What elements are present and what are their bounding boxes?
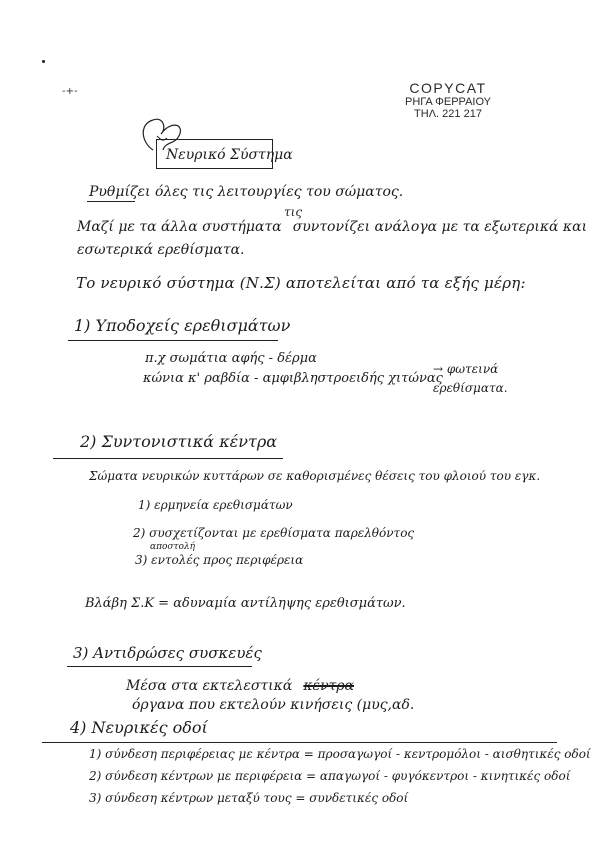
section-4-underline [42, 742, 557, 743]
stamp-phone: ΤΗΛ. 221 217 [414, 108, 482, 120]
intro-underline [87, 201, 135, 202]
section-1-line-2: κώνια κ' ραβδία - αμφιβληστροειδής χιτώνας [143, 371, 443, 386]
intro-line-3: εσωτερικά ερεθίσματα. [77, 242, 245, 258]
section-4-item: 3) σύνδεση κέντρων μεταξύ τους = συνδετικές οδοί [89, 791, 409, 805]
section-2-heading: 2) Συντονιστικά κέντρα [80, 432, 278, 451]
section-3-underline [67, 666, 252, 667]
intro-line-2-insert: τις [284, 205, 303, 219]
section-1-arrow-note: → φωτεινά ερεθίσματα. [433, 362, 508, 395]
page-mark-dot [42, 60, 45, 63]
section-1-underline [68, 340, 278, 341]
intro-line-2-start: Μαζί με τα άλλα συστήματα [77, 219, 282, 235]
section-4-heading: 4) Νευρικές οδοί [70, 718, 208, 737]
section-2-item: 3) εντολές προς περιφέρεια [135, 553, 304, 567]
section-3-heading: 3) Αντιδρώσες συσκευές [73, 644, 262, 662]
copyshop-stamp [378, 80, 518, 120]
section-3-line-end: όργανα που εκτελούν κινήσεις (μυς,αδ. [132, 697, 415, 713]
section-2-item: 2) συσχετίζονται με ερεθίσματα παρελθόντος [133, 526, 415, 540]
composition-line: Το νευρικό σύστημα (Ν.Σ) αποτελείται από τα εξής μέρη: [76, 274, 526, 292]
page-title: Νευρικό Σύστημα [166, 147, 293, 163]
section-3-line-start: Μέσα στα εκτελεστικά [126, 678, 293, 694]
section-1-line-1: π.χ σωμάτια αφής - δέρμα [145, 351, 317, 366]
page-mark-dash: -+- [62, 86, 78, 97]
section-2-description: Σώματα νευρικών κυττάρων σε καθορισμένες θέσεις του φλοιού του εγκ. [89, 469, 541, 483]
section-4-item: 1) σύνδεση περιφέρειας με κέντρα = προσαγωγοί - κεντρομόλοι - αισθητικές οδοί [89, 747, 591, 761]
section-2-damage-note: Βλάβη Σ.Κ = αδυναμία αντίληψης ερεθισμάτων. [85, 596, 406, 611]
intro-line-1: Ρυθμίζει όλες τις λειτουργίες του σώματος. [89, 184, 404, 200]
intro-line-2-end: συντονίζει ανάλογα με τα εξωτερικά και [292, 219, 588, 235]
section-2-item-3-insert: αποστολή [150, 542, 196, 552]
stamp-street: ΡΗΓΑ ΦΕΡΡΑΙΟΥ [404, 96, 492, 108]
section-4-item: 2) σύνδεση κέντρων με περιφέρεια = απαγωγοί - φυγόκεντροι - κινητικές οδοί [89, 769, 571, 783]
section-2-underline [53, 458, 283, 459]
intro-line-2 [77, 216, 587, 235]
section-3-struck-word: κέντρα [303, 678, 355, 694]
section-2-item: 1) ερμηνεία ερεθισμάτων [138, 498, 293, 512]
section-3-line [126, 675, 595, 713]
stamp-name: COPYCAT [409, 80, 487, 96]
section-1-heading: 1) Υποδοχείς ερεθισμάτων [74, 316, 291, 335]
